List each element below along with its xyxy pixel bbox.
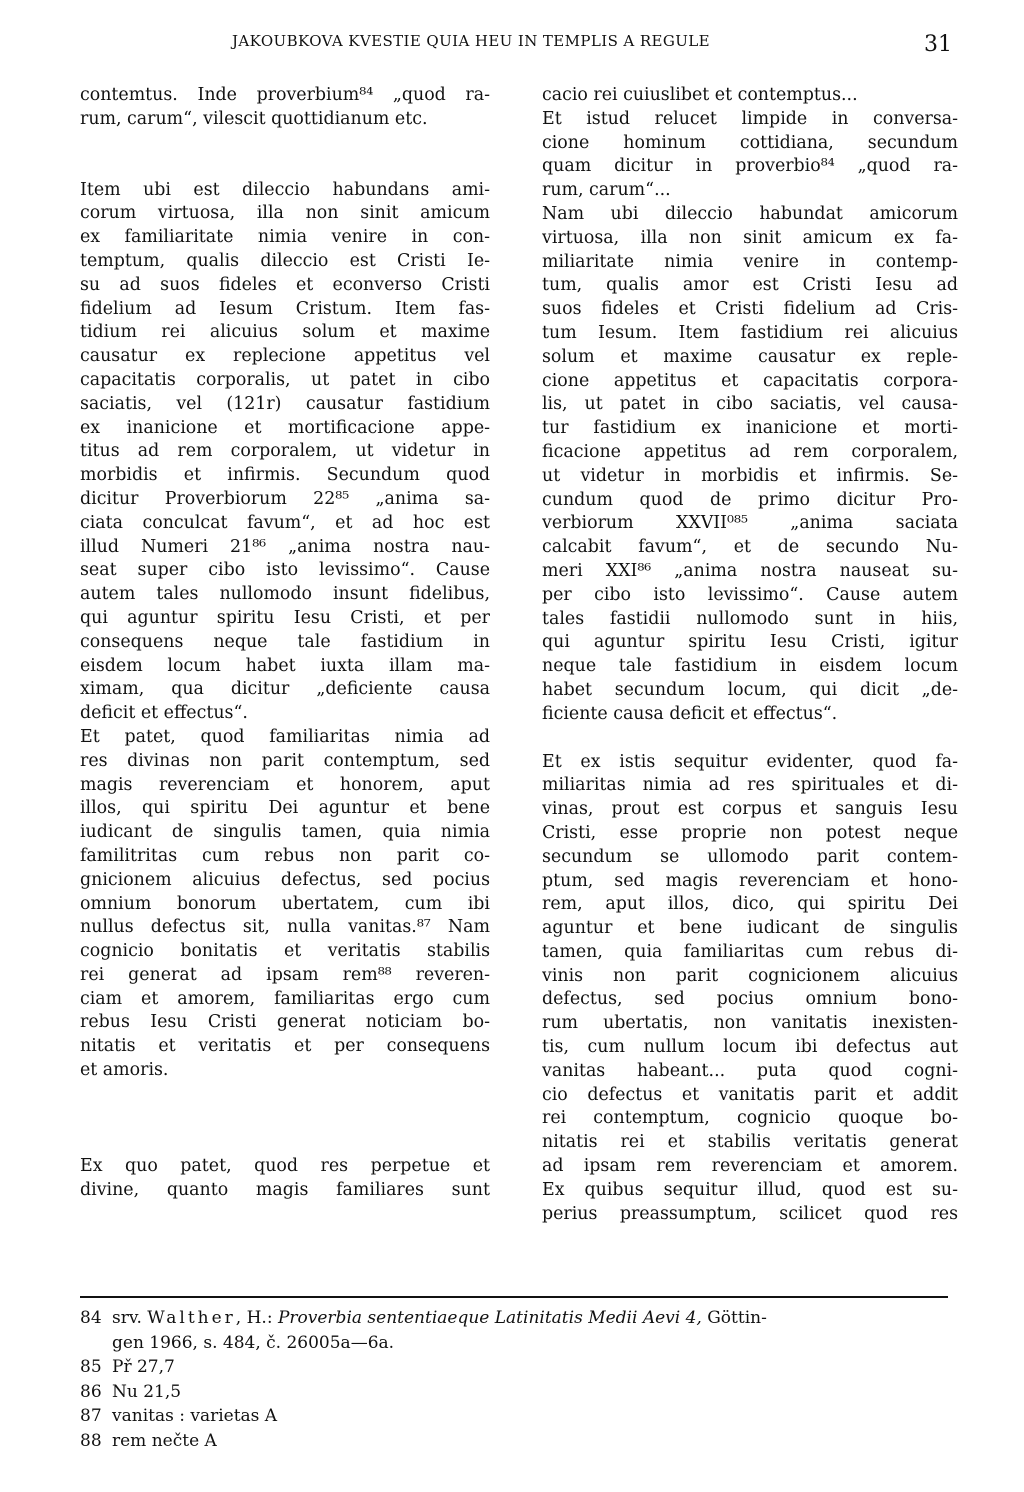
text-line: tum, qualis amor est Cristi Iesu ad [542, 275, 958, 296]
text-line: tales fastidii nullomodo sunt in hiis, [542, 608, 958, 629]
text-line: causatur ex replecione appetitus vel [80, 346, 490, 367]
text-line: divine, quanto magis familiares sunt [80, 1179, 490, 1200]
text-line: defectus, sed pocius omnium bono- [542, 989, 958, 1010]
footnote-84 [80, 1306, 960, 1331]
left-paragraph-2 [80, 179, 490, 726]
text-line: rei contemptum, cognicio quoque bo- [542, 1108, 958, 1129]
footnote-86 [80, 1380, 960, 1405]
text-line: ex familiaritate nimia venire in con- [80, 227, 490, 248]
text-line: virtuosa, illa non sinit amicum ex fa- [542, 227, 958, 248]
text-line: Ex quibus sequitur illud, quod est su- [542, 1179, 958, 1200]
paragraph-gap [80, 132, 490, 179]
text-line: cione hominum cottidiana, secundum [542, 132, 958, 153]
text-line: res divinas non parit contemptum, sed [80, 750, 490, 771]
text-line: meri XXI⁸⁶ „anima nostra nauseat su- [542, 560, 958, 581]
text-line: deficit et effectus“. [80, 703, 248, 724]
text-line: Et patet, quod familiaritas nimia ad [80, 726, 490, 747]
text-line: rum ubertatis, non vanitatis inexisten- [542, 1013, 958, 1034]
text-line: calcabit favum“, et de secundo Nu- [542, 537, 958, 558]
text-line: qui aguntur spiritu Iesu Cristi, et per [80, 607, 490, 628]
text-line: Cristi, esse proprie non potest neque [542, 822, 958, 843]
text-line: consequens neque tale fastidium in [80, 631, 490, 652]
text-line: su ad suos fideles et econverso Cristi [80, 274, 490, 295]
footnote-text: vanitas : varietas A [112, 1406, 278, 1426]
text-line: ficiente causa deficit et effectus“. [542, 703, 838, 724]
text-line: tis, cum nullum locum ibi defectus aut [542, 1037, 958, 1058]
footnote-tail: Göttin- [701, 1308, 767, 1328]
text-line: ximam, qua dicitur „deficiente causa [80, 679, 490, 700]
text-line: miliaritas nimia ad res spirituales et di- [542, 775, 958, 796]
text-line: cundum quod de primo dicitur Pro- [542, 489, 958, 510]
text-line: eisdem locum habet iuxta illam ma- [80, 655, 490, 676]
text-line: tamen, quia familiaritas cum rebus di- [542, 941, 958, 962]
text-line: suos fideles et Cristi fidelium ad Cris- [542, 299, 958, 320]
text-line: Nam ubi dileccio habundat amicorum [542, 203, 958, 224]
text-line: per cibo isto levissimo“. Cause autem [542, 584, 958, 605]
text-line: magis reverenciam et honorem, aput [80, 774, 490, 795]
text-line: fidelium ad Iesum Cristum. Item fas- [80, 298, 490, 319]
text-line: aguntur et bene iudicant de singulis [542, 918, 958, 939]
text-line: rem, aput illos, dico, qui spiritu Dei [542, 894, 958, 915]
text-line: Et ex istis sequitur evidenter, quod fa- [542, 751, 958, 772]
text-line: titus ad rem corporalem, ut videtur in [80, 441, 490, 462]
right-paragraph-1 [542, 84, 958, 727]
footnote-88 [80, 1429, 960, 1454]
text-line: ptum, sed magis reverenciam et hono- [542, 870, 958, 891]
footnote-author-initial: , H.: [235, 1308, 278, 1328]
text-line: Et istud relucet limpide in conversa- [542, 108, 958, 129]
footnote-84-continuation: gen 1966, s. 484, č. 26005a—6a. [112, 1332, 395, 1353]
text-line: capacitatis corporalis, ut patet in cibo [80, 369, 490, 390]
text-line: Item ubi est dileccio habundans ami- [80, 179, 490, 200]
right-column [542, 84, 958, 1226]
paragraph-gap [80, 1083, 490, 1155]
text-line: neque tale fastidium in eisdem locum [542, 656, 958, 677]
text-line: ficacione appetitus ad rem corporalem, [542, 441, 958, 462]
text-line: ex inanicione et mortificacione appe- [80, 417, 490, 438]
footnote-author: Walther [147, 1308, 236, 1328]
text-line: temptum, qualis dileccio est Cristi Ie- [80, 250, 490, 271]
text-line: habet secundum locum, qui dicit „de- [542, 679, 958, 700]
text-line: quam dicitur in proverbio⁸⁴ „quod ra- [542, 156, 958, 177]
text-line: cognicio bonitatis et veritatis stabilis [80, 941, 490, 962]
footnote-number: 85 [80, 1357, 102, 1377]
text-line: vinis non parit cognicionem alicuius [542, 965, 958, 986]
text-line: seat super cibo isto levissimo“. Cause [80, 560, 490, 581]
left-column [80, 84, 490, 1202]
text-line: gnicionem alicuius defectus, sed pocius [80, 869, 490, 890]
text-line: familitritas cum rebus non parit co- [80, 845, 490, 866]
text-line: rum, carum“... [542, 180, 671, 201]
footnote-85 [80, 1355, 960, 1380]
text-line: qui aguntur spiritu Iesu Cristi, igitur [542, 632, 958, 653]
text-line: illos, qui spiritu Dei aguntur et bene [80, 798, 490, 819]
text-line: rum, carum“, vilescit quottidianum etc. [80, 108, 428, 129]
text-line: contemtus. Inde proverbium⁸⁴ „quod ra- [80, 85, 490, 105]
text-line: illud Numeri 21⁸⁶ „anima nostra nau- [80, 536, 490, 557]
text-line: cio defectus et vanitatis parit et addit [542, 1084, 958, 1105]
text-line: morbidis et infirmis. Secundum quod [80, 465, 490, 486]
text-line: vanitas habeant... puta quod cogni- [542, 1060, 958, 1081]
page-number: 31 [924, 32, 952, 57]
left-paragraph-1 [80, 84, 490, 132]
text-line: omnium bonorum ubertatem, cum ibi [80, 893, 490, 914]
paragraph-gap [542, 727, 958, 751]
text-line: tidium rei alicuius solum et maxime [80, 322, 490, 343]
text-line: vinas, prout est corpus et sanguis Iesu [542, 799, 958, 820]
footnote-text: rem nečte A [112, 1430, 217, 1451]
text-line: corum virtuosa, illa non sinit amicum [80, 203, 490, 224]
text-line: perius preassumptum, scilicet quod res [542, 1203, 958, 1224]
text-line: Ex quo patet, quod res perpetue et [80, 1155, 490, 1176]
footnote-number: 87 [80, 1406, 102, 1426]
text-line: nitatis et veritatis et per consequens [80, 1036, 490, 1057]
footnote-87 [80, 1404, 960, 1429]
running-title: JAKOUBKOVA KVESTIE QUIA HEU IN TEMPLIS A REGULE [232, 32, 711, 50]
text-line: tur fastidium ex inanicione et morti- [542, 418, 958, 439]
text-line: solum et maxime causatur ex reple- [542, 346, 958, 367]
text-line: ut videtur in morbidis et infirmis. Se- [542, 465, 958, 486]
text-line: miliaritate nimia venire in contemp- [542, 251, 958, 272]
text-line: autem tales nullomodo insunt fidelibus, [80, 584, 490, 605]
text-line: lis, ut patet in cibo saciatis, vel causa- [542, 394, 958, 415]
text-line: secundum se ullomodo parit contem- [542, 846, 958, 867]
left-paragraph-4 [80, 1155, 490, 1203]
text-line: iudicant de singulis tamen, quia nimia [80, 822, 490, 843]
text-line: et amoris. [80, 1060, 169, 1081]
footnote-number: 88 [80, 1430, 102, 1451]
text-line: rei generat ad ipsam rem⁸⁸ reveren- [80, 964, 490, 985]
text-line: ciam et amorem, familiaritas ergo cum [80, 988, 490, 1009]
footnote-title: Proverbia sententiaeque Latinitatis Medii Aevi 4, [277, 1308, 702, 1328]
text-line: cacio rei cuiuslibet et contemptus... [542, 85, 858, 105]
text-line: nullus defectus sit, nulla vanitas.⁸⁷ Nam [80, 917, 490, 938]
text-line: dicitur Proverbiorum 22⁸⁵ „anima sa- [80, 488, 490, 509]
text-line: ciata conculcat favum“, et ad hoc est [80, 512, 490, 533]
footnotes [80, 1306, 960, 1453]
right-paragraph-2 [542, 751, 958, 1227]
footnote-text: Př 27,7 [112, 1357, 175, 1377]
footnote-number: 86 [80, 1381, 102, 1402]
text-line: verbiorum XXVII⁰⁸⁵ „anima saciata [542, 513, 958, 534]
text-line: tum Iesum. Item fastidium rei alicuius [542, 322, 958, 343]
footnote-divider [80, 1296, 948, 1298]
footnote-prefix: srv. [112, 1308, 148, 1328]
footnote-number: 84 [80, 1308, 102, 1328]
text-line: rebus Iesu Cristi generat noticiam bo- [80, 1012, 490, 1033]
text-line: ad ipsam rem reverenciam et amorem. [542, 1156, 958, 1177]
footnote-text: Nu 21,5 [112, 1381, 182, 1402]
left-paragraph-3 [80, 726, 490, 1083]
text-line: cione appetitus et capacitatis corpora- [542, 370, 958, 391]
text-line: saciatis, vel (121r) causatur fastidium [80, 393, 490, 414]
text-line: nitatis rei et stabilis veritatis generat [542, 1132, 958, 1153]
